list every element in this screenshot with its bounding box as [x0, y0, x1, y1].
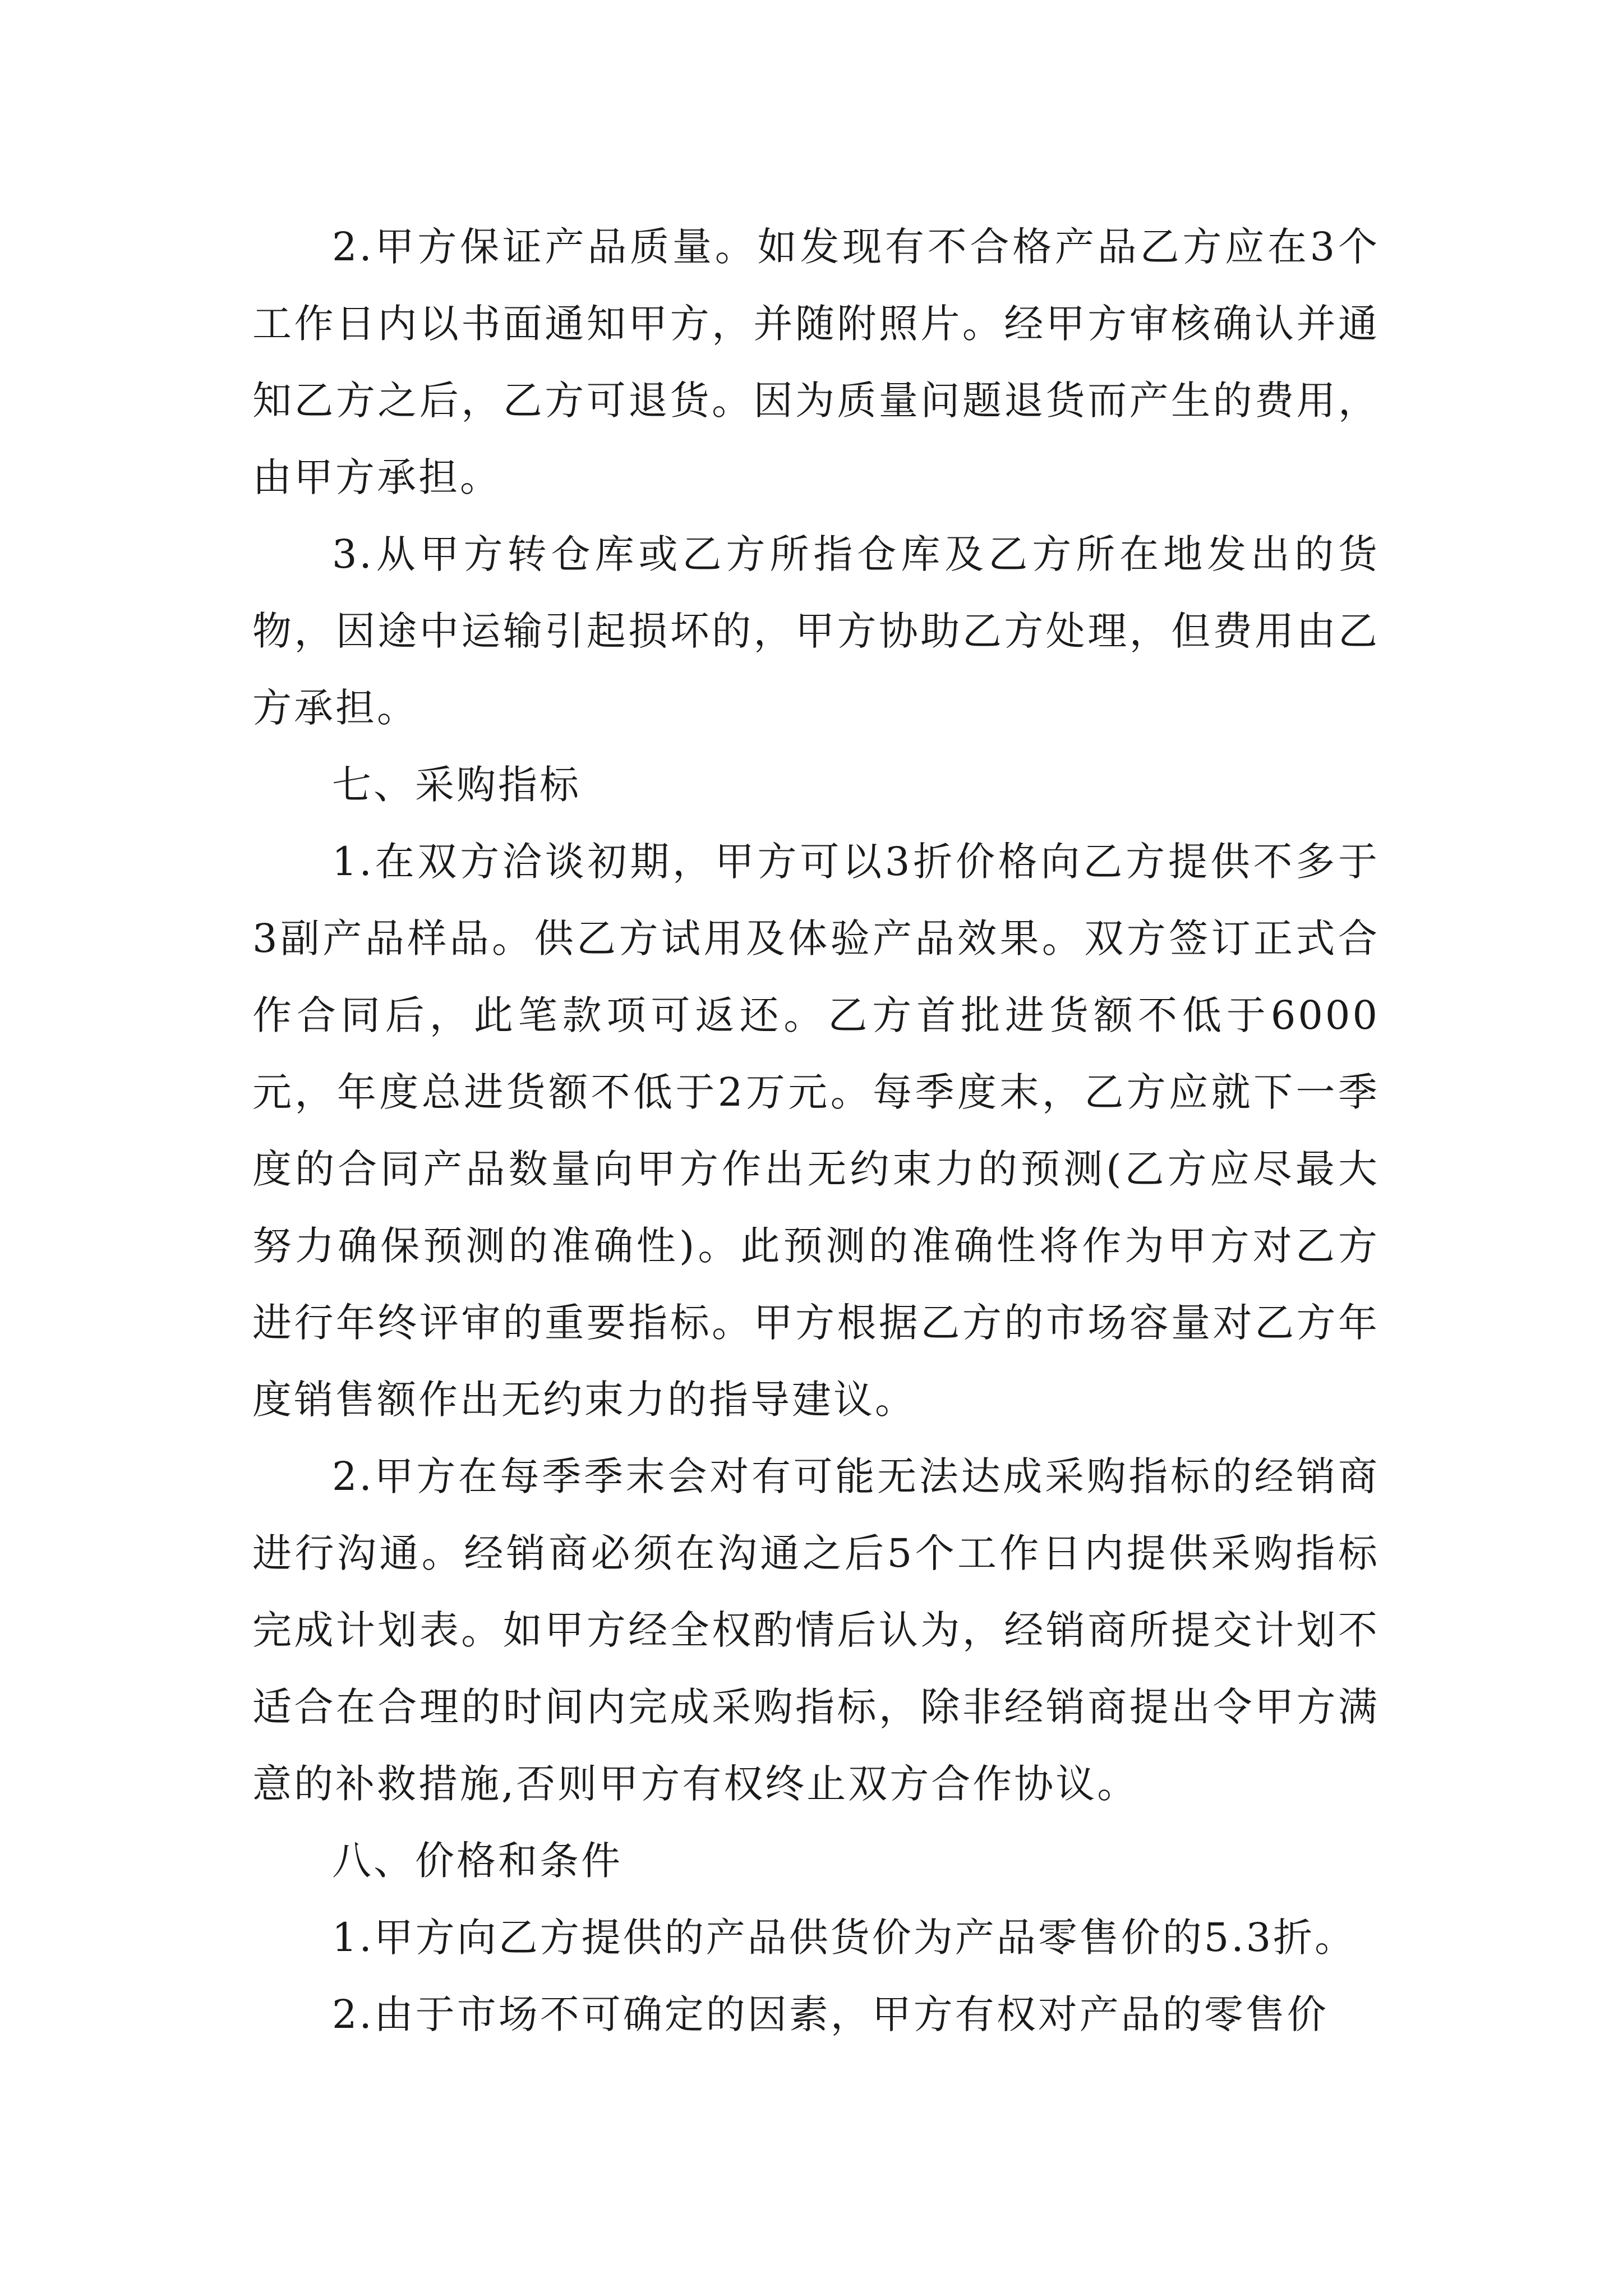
section-heading-purchase-targets: 七、采购指标	[332, 762, 581, 808]
document-body	[252, 209, 1380, 2053]
paragraph-transport-damage: 3.从甲方转仓库或乙方所指仓库及乙方所在地发出的货物，因途中运输引起损坏的，甲方协助乙方处理，但费用由乙方承担。	[252, 531, 1380, 731]
paragraph-quality-guarantee: 2.甲方保证产品质量。如发现有不合格产品乙方应在3个工作日内以书面通知甲方，并随附照片。经甲方审核确认并通知乙方之后，乙方可退货。因为质量问题退货而产生的费用，由甲方承担。	[252, 224, 1380, 500]
paragraph-supply-price: 1.甲方向乙方提供的产品供货价为产品零售价的5.3折。	[332, 1915, 1357, 1961]
paragraph-initial-negotiation: 1.在双方洽谈初期，甲方可以3折价格向乙方提供不多于3副产品样品。供乙方试用及体验产品效果。双方签订正式合作合同后，此笔款项可返还。乙方首批进货额不低于6000元，年度总进货额不低于2万元。每季度末，乙方应就下一季度的合同产品数量向甲方作出无约束力的预测(乙方应尽最大努力确保预测的准确性)。此预测的准确性将作为甲方对乙方进行年终评审的重要指标。甲方根据乙方的市场容量对乙方年度销售额作出无约束力的指导建议。	[252, 839, 1380, 1423]
section-heading-price-and-terms: 八、价格和条件	[332, 1838, 623, 1884]
paragraph-price-adjustment: 2.由于市场不可确定的因素，甲方有权对产品的零售价	[332, 1991, 1329, 2037]
paragraph-quarterly-review: 2.甲方在每季季末会对有可能无法达成采购指标的经销商进行沟通。经销商必须在沟通之后5个工作日内提供采购指标完成计划表。如甲方经全权酌情后认为，经销商所提交计划不适合在合理的时间内完成采购指标，除非经销商提出令甲方满意的补救措施,否则甲方有权终止双方合作协议。	[252, 1453, 1380, 1807]
